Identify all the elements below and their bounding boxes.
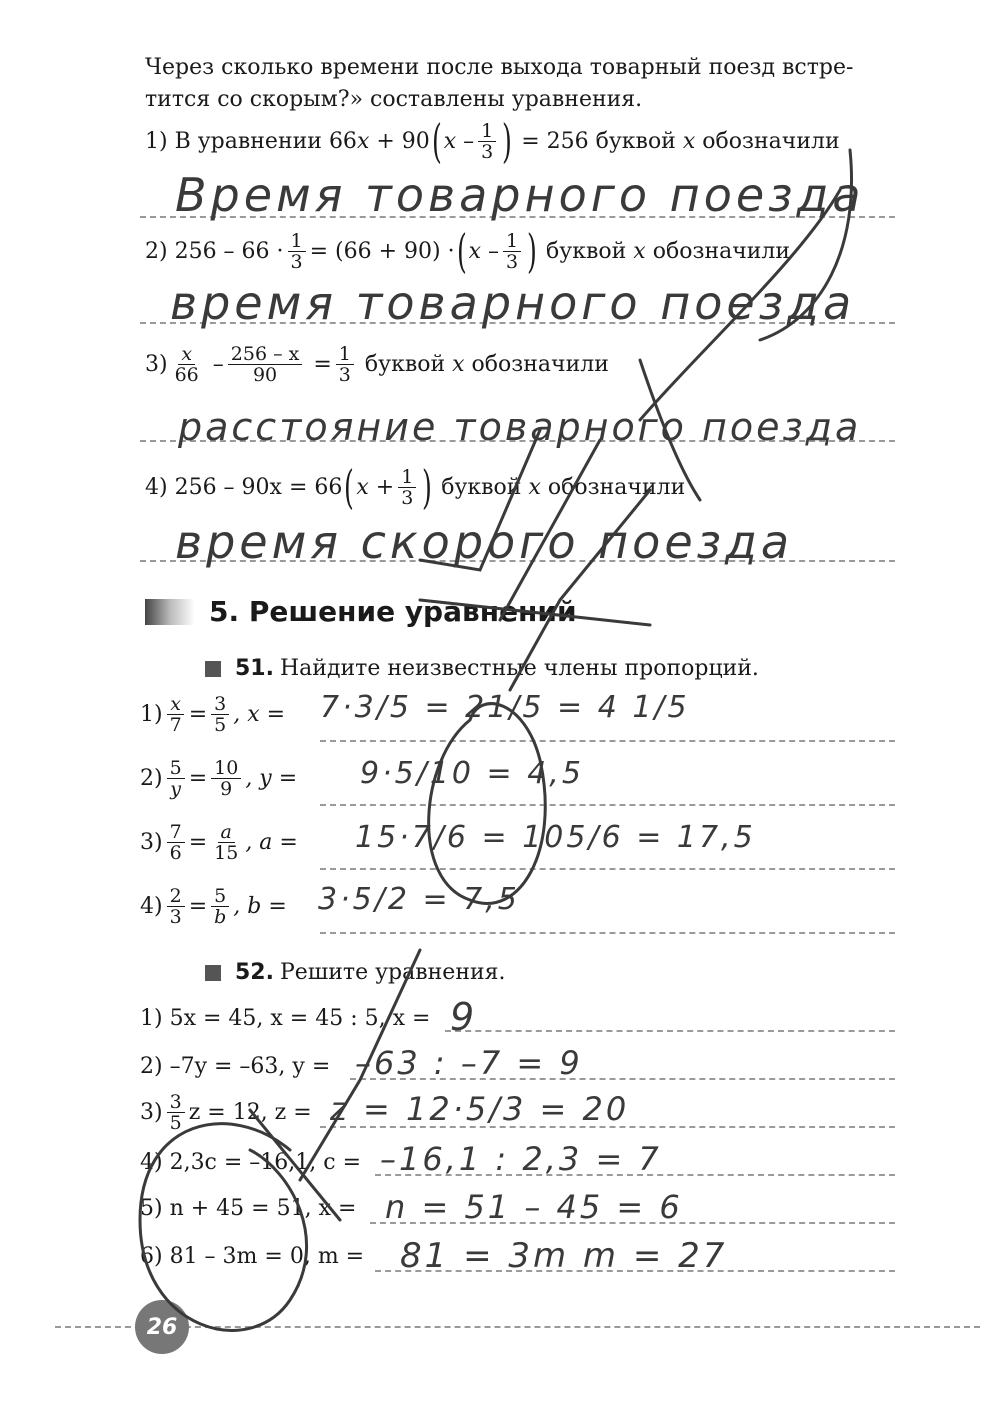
answer-line-52-1: [445, 1030, 895, 1032]
task-51-item-2: 2) $\frac{5}{y}$ = $\frac{10}{9}$ , y =: [140, 757, 298, 800]
eq3-fraction-1: $\frac{x}{66}$: [174, 343, 199, 386]
task-52-answer-4: –16,1 : 2,3 = 7: [380, 1140, 662, 1178]
page-footer-line: [55, 1326, 980, 1328]
answer-line-51-3: [320, 868, 895, 870]
answer-line-51-2: [320, 804, 895, 806]
answer-line-51-4: [320, 932, 895, 934]
task-52-item-6: 6) 81 – 3m = 0, m =: [140, 1244, 365, 1269]
eq1-rest: = 256 буквой: [521, 128, 676, 154]
eq1-handwritten-answer: Время товарного поезда: [175, 168, 865, 222]
equation-2: 2) 256 – 66 · $\frac{1}{3}$ = (66 + 90) · ( x – $\frac{1}{3}$ ) буквой x обозначили: [145, 224, 791, 278]
eq1-a: 66: [328, 128, 357, 154]
section-title: 5. Решение уравнений: [209, 595, 577, 628]
intro-line-1: Через сколько времени после выхода товарный поезд встре-: [145, 55, 854, 80]
page-number: 26: [135, 1300, 189, 1354]
task-51-heading: 51. Найдите неизвестные члены пропорций.: [205, 656, 759, 681]
task-52-answer-1: 9: [450, 995, 478, 1039]
eq3-fraction-2: $\frac{256 - x}{90}$: [228, 344, 303, 385]
eq1-prefix: 1) В уравнении: [145, 128, 322, 154]
eq3-fraction-3: $\frac{1}{3}$: [336, 344, 354, 385]
eq2-handwritten-answer: время товарного поезда: [170, 276, 856, 330]
task-51-answer-4: 3·5/2 = 7,5: [318, 882, 520, 917]
task-52-item-2: 2) –7y = –63, y =: [140, 1054, 331, 1079]
task-51-item-3: 3) $\frac{7}{6}$ = $\frac{a}{15}$ , a =: [140, 821, 298, 864]
eq2-fraction-1: $\frac{1}{3}$: [288, 231, 306, 272]
task-52-item-4: 4) 2,3c = –16,1, c =: [140, 1150, 362, 1175]
task-51-item-1: 1) $\frac{x}{7}$ = $\frac{3}{5}$ , x =: [140, 693, 286, 736]
task-52-item-3: 3) $\frac{3}{5}$ z = 12, z =: [140, 1091, 312, 1134]
task-52-answer-5: n = 51 – 45 = 6: [385, 1188, 683, 1226]
eq4-handwritten-answer: время скорого поезда: [175, 515, 794, 569]
equation-3: 3) $\frac{x}{66}$ – $\frac{256 - x}{90}$ = $\frac{1}{3}$ буквой x обозначили: [145, 343, 609, 386]
task-51-answer-2: 9·5/10 = 4,5: [360, 756, 584, 791]
section-marker: [145, 599, 195, 625]
intro-text: [145, 52, 885, 116]
task-52-answer-2: –63 : –7 = 9: [355, 1044, 583, 1082]
task-marker: [205, 965, 221, 981]
eq1-fraction: $\frac{1}{3}$: [478, 121, 496, 162]
task-52-item-5: 5) n + 45 = 51, x =: [140, 1196, 357, 1221]
task-marker: [205, 661, 221, 677]
eq2-fraction-2: $\frac{1}{3}$: [503, 231, 521, 272]
intro-line-2: тится со скорым?» составлены уравнения.: [145, 87, 643, 112]
task-52-answer-6: 81 = 3m m = 27: [400, 1236, 728, 1276]
eq1-b: + 90: [376, 128, 430, 154]
task-51-item-4: 4) $\frac{2}{3}$ = $\frac{5}{b}$ , b =: [140, 885, 287, 928]
eq4-fraction: $\frac{1}{3}$: [398, 467, 416, 508]
eq3-handwritten-answer: расстояние товарного поезда: [178, 405, 862, 449]
equation-1: 1) В уравнении 66 x + 90 ( x – $\frac{1}{3}$ ) = 256 буквой x обозначили: [145, 114, 840, 168]
section-heading: [145, 595, 577, 628]
task-52-heading: 52. Решите уравнения.: [205, 960, 506, 985]
task-51-answer-1: 7·3/5 = 21/5 = 4 1/5: [320, 690, 690, 725]
answer-line-51-1: [320, 740, 895, 742]
task-52-answer-3: z = 12·5/3 = 20: [330, 1090, 630, 1128]
task-52-item-1: 1) 5x = 45, x = 45 : 5, x =: [140, 1006, 431, 1031]
equation-4: 4) 256 – 90x = 66 ( x + $\frac{1}{3}$ ) буквой x обозначили: [145, 460, 686, 514]
task-51-answer-3: 15·7/6 = 105/6 = 17,5: [355, 820, 756, 855]
